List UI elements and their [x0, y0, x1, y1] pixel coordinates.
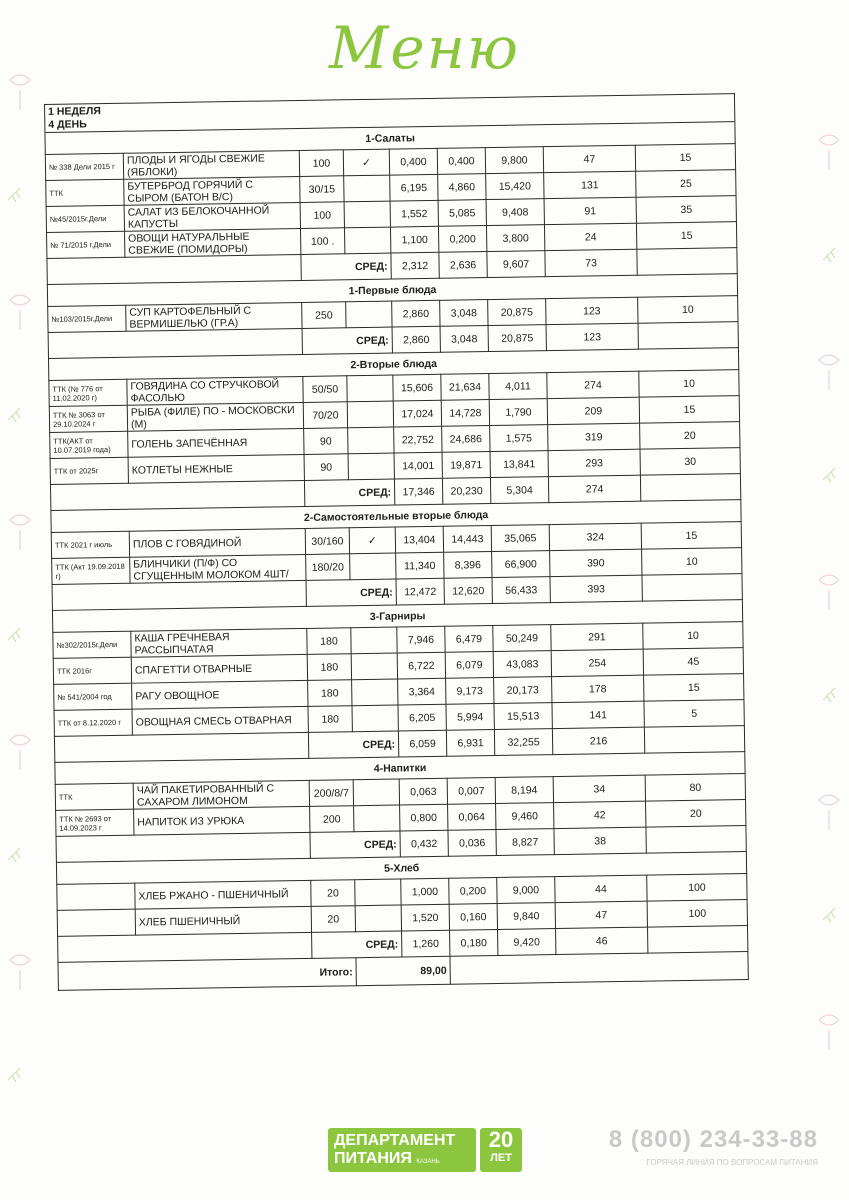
protein-value: 6,722 — [397, 652, 445, 679]
average-fat: 20,230 — [442, 478, 490, 505]
average-price-blank — [648, 926, 749, 954]
average-carbs: 32,255 — [494, 729, 552, 756]
dish-name: ОВОЩНАЯ СМЕСЬ ОТВАРНАЯ — [132, 706, 308, 735]
dish-name: РАГУ ОВОЩНОЕ — [132, 680, 308, 709]
total-value: 89,00 — [356, 956, 450, 985]
logo-anniversary-badge — [480, 1128, 522, 1172]
recipe-code: №45/2015г.Дели — [46, 205, 124, 232]
dish-name: БУТЕРБРОД ГОРЯЧИЙ С СЫРОМ (БАТОН В/С) — [124, 176, 300, 205]
dish-name: СУП КАРТОФЕЛЬНЫЙ С ВЕРМИШЕЛЬЮ (ГР.А) — [126, 302, 302, 331]
portion-weight: 30/15 — [300, 176, 344, 203]
section-title: 3-Гарниры — [52, 600, 742, 633]
average-label: СРЕД: — [310, 831, 400, 858]
protein-value: 13,404 — [395, 526, 443, 553]
fat-value: 0,007 — [447, 777, 495, 804]
average-label: СРЕД: — [301, 253, 391, 280]
price-value: 10 — [642, 548, 743, 576]
calories-value: 24 — [544, 223, 636, 250]
carbs-value: 35,065 — [491, 525, 549, 552]
fat-value: 0,400 — [437, 148, 485, 175]
average-spacer — [54, 732, 308, 762]
protein-value: 1,552 — [390, 200, 438, 227]
price-value: 15 — [635, 144, 736, 172]
protein-value: 7,946 — [397, 626, 445, 653]
protein-value: 0,800 — [400, 804, 448, 831]
portion-weight: 70/20 — [303, 402, 347, 429]
recipe-code: ТТК (№ 776 от 11.02.2020 г) — [49, 379, 127, 406]
logo-city: КАЗАНЬ — [416, 1159, 440, 1165]
portion-weight: 90 — [304, 454, 348, 481]
protein-value: 3,364 — [398, 678, 446, 705]
dish-name: САЛАТ ИЗ БЕЛОКОЧАННОЙ КАПУСТЫ — [124, 202, 300, 231]
hotline-caption: ГОРЯЧАЯ ЛИНИЯ ПО ВОПРОСАМ ПИТАНИЯ — [646, 1158, 818, 1167]
calories-value: 141 — [552, 701, 644, 728]
carbs-value: 66,900 — [492, 551, 550, 578]
dish-name: СПАГЕТТИ ОТВАРНЫЕ — [131, 654, 307, 683]
average-label: СРЕД: — [304, 479, 394, 506]
calories-value: 47 — [555, 901, 647, 928]
recipe-code: ТТК № 2693 от 14.09.2023 г — [56, 809, 134, 836]
average-protein: 6,059 — [398, 730, 446, 757]
protein-value: 1,520 — [401, 904, 449, 931]
calories-value: 209 — [547, 397, 639, 424]
fat-value: 9,173 — [446, 678, 494, 705]
logo-years: 20 — [488, 1127, 514, 1152]
dish-name: ПЛОВ С ГОВЯДИНОЙ — [129, 528, 305, 557]
average-price-blank — [637, 248, 738, 276]
recipe-code: ТТК от 2025г — [50, 457, 128, 484]
average-fat: 0,036 — [448, 829, 496, 856]
average-label: СРЕД: — [308, 731, 398, 758]
average-spacer — [48, 328, 302, 358]
recipe-code: № 541/2004 год — [54, 683, 132, 710]
average-carbs: 5,304 — [490, 477, 548, 504]
check-mark: ✓ — [349, 527, 395, 554]
average-protein: 17,346 — [394, 478, 442, 505]
calories-value: 47 — [543, 145, 635, 172]
hotline-phone[interactable]: 8 (800) 234-33-88 — [608, 1126, 818, 1153]
fat-value: 6,079 — [445, 652, 493, 679]
week-label: 1 НЕДЕЛЯ — [45, 94, 735, 119]
average-carbs: 9,607 — [487, 251, 545, 278]
protein-value: 17,024 — [393, 400, 441, 427]
portion-weight: 200/8/7 — [309, 780, 353, 807]
recipe-code: ТТК 2021 г июль — [51, 531, 129, 558]
section-title: 2-Вторые блюда — [48, 348, 738, 381]
logo-years-label: ЛЕТ — [490, 1152, 512, 1164]
portion-weight: 90 — [304, 428, 348, 455]
average-label: СРЕД: — [302, 327, 392, 354]
portion-weight: 180 — [307, 654, 351, 681]
fat-value: 4,860 — [438, 174, 486, 201]
recipe-code: №302/2015г.Дели — [53, 631, 131, 658]
recipe-code: № 71/2015 г.Дели — [47, 231, 125, 258]
fat-value: 6,479 — [445, 626, 493, 653]
carbs-value: 15,420 — [486, 173, 544, 200]
dish-name: РЫБА (ФИЛЕ) ПО - МОСКОВСКИ (М) — [127, 402, 303, 431]
check-mark — [351, 627, 397, 654]
fat-value: 0,064 — [448, 803, 496, 830]
price-value: 5 — [644, 700, 745, 728]
protein-value: 15,606 — [393, 374, 441, 401]
average-protein: 0,432 — [400, 830, 448, 857]
carbs-value: 1,575 — [490, 425, 548, 452]
recipe-code: ТТК(АКТ от 10.07.2019 года) — [50, 431, 128, 458]
average-fat: 6,931 — [446, 730, 494, 757]
price-value: 45 — [643, 648, 744, 676]
carbs-value: 9,800 — [485, 147, 543, 174]
average-spacer — [58, 932, 312, 962]
average-fat: 2,636 — [439, 252, 487, 279]
calories-value: 324 — [549, 523, 641, 550]
protein-value: 14,001 — [394, 452, 442, 479]
check-mark — [355, 905, 401, 932]
average-price-blank — [644, 726, 745, 754]
carbs-value: 15,513 — [494, 703, 552, 730]
average-protein: 2,860 — [392, 326, 440, 353]
average-carbs: 8,827 — [496, 829, 554, 856]
portion-weight: 250 — [302, 302, 346, 329]
price-value: 35 — [636, 196, 737, 224]
portion-weight: 100 — [300, 202, 344, 229]
calories-value: 390 — [550, 549, 642, 576]
price-value: 15 — [644, 674, 745, 702]
dish-name: ГОЛЕНЬ ЗАПЕЧЁННАЯ — [128, 428, 304, 457]
fat-value: 19,871 — [442, 452, 490, 479]
carbs-value: 9,408 — [486, 199, 544, 226]
price-value: 10 — [638, 296, 739, 324]
carbs-value: 3,800 — [486, 225, 544, 252]
recipe-code — [57, 909, 135, 936]
dish-name: ЧАЙ ПАКЕТИРОВАННЫЙ С САХАРОМ ЛИМОНОМ — [133, 780, 309, 809]
fat-value: 21,634 — [441, 374, 489, 401]
protein-value: 6,205 — [398, 704, 446, 731]
calories-value: 319 — [548, 423, 640, 450]
check-mark — [347, 401, 393, 428]
average-label: СРЕД: — [312, 931, 402, 958]
dish-name: ПЛОДЫ И ЯГОДЫ СВЕЖИЕ (ЯБЛОКИ) — [123, 150, 299, 179]
average-calories: 393 — [550, 575, 642, 602]
section-title: 1-Салаты — [45, 122, 735, 155]
average-calories: 123 — [546, 323, 638, 350]
protein-value: 2,860 — [392, 300, 440, 327]
carbs-value: 20,173 — [494, 677, 552, 704]
check-mark — [352, 679, 398, 706]
fat-value: 5,994 — [446, 704, 494, 731]
calories-value: 291 — [551, 623, 643, 650]
check-mark — [352, 705, 398, 732]
fat-value: 14,443 — [443, 526, 491, 553]
portion-weight: 180 — [308, 706, 352, 733]
average-price-blank — [646, 826, 747, 854]
average-protein: 2,312 — [391, 252, 439, 279]
logo-text-block — [328, 1128, 476, 1172]
price-value: 80 — [645, 774, 746, 802]
calories-value: 42 — [554, 801, 646, 828]
average-spacer — [52, 580, 306, 610]
portion-weight: 100 . — [300, 228, 344, 255]
average-fat: 0,180 — [450, 929, 498, 956]
average-calories: 38 — [554, 827, 646, 854]
average-spacer — [56, 832, 310, 862]
check-mark — [353, 779, 399, 806]
recipe-code: ТТК (Акт 19.09.2018 г) — [52, 557, 130, 584]
dish-name: КОТЛЕТЫ НЕЖНЫЕ — [128, 454, 304, 483]
price-value: 15 — [639, 396, 740, 424]
dish-name: ХЛЕБ РЖАНО - ПШЕНИЧНЫЙ — [135, 880, 311, 909]
average-fat: 3,048 — [440, 326, 488, 353]
average-protein: 1,260 — [402, 930, 450, 957]
section-title: 4-Напитки — [55, 752, 745, 785]
recipe-code: ТТК — [46, 179, 124, 206]
recipe-code: № 338 Дели 2015 г — [45, 153, 123, 180]
average-carbs: 56,433 — [492, 577, 550, 604]
average-fat: 12,620 — [444, 578, 492, 605]
check-mark: ✓ — [343, 149, 389, 176]
fat-value: 0,200 — [438, 226, 486, 253]
dish-name: КАША ГРЕЧНЕВАЯ РАССЫПЧАТАЯ — [131, 628, 307, 657]
price-value: 15 — [641, 522, 742, 550]
total-spacer — [450, 952, 749, 985]
portion-weight: 100 — [299, 150, 343, 177]
calories-value: 44 — [555, 875, 647, 902]
fat-value: 3,048 — [440, 300, 488, 327]
protein-value: 1,100 — [390, 226, 438, 253]
recipe-code: ТТК — [55, 783, 133, 810]
page-title: Меню — [329, 14, 520, 82]
carbs-value: 4,011 — [489, 373, 547, 400]
check-mark — [354, 805, 400, 832]
average-spacer — [47, 254, 301, 284]
fat-value: 14,728 — [441, 400, 489, 427]
check-mark — [351, 653, 397, 680]
calories-value: 91 — [544, 197, 636, 224]
average-calories: 73 — [545, 249, 637, 276]
total-label: Итого: — [58, 958, 356, 991]
calories-value: 34 — [553, 775, 645, 802]
calories-value: 293 — [548, 449, 640, 476]
average-price-blank — [640, 474, 741, 502]
recipe-code — [57, 883, 135, 910]
check-mark — [355, 879, 401, 906]
price-value: 20 — [640, 422, 741, 450]
right-border-decoration — [809, 0, 849, 1200]
fat-value: 0,160 — [449, 903, 497, 930]
carbs-value: 13,841 — [490, 451, 548, 478]
dish-name: НАПИТОК ИЗ УРЮКА — [134, 806, 310, 835]
menu-table — [44, 93, 749, 991]
price-value: 25 — [636, 170, 737, 198]
price-value: 20 — [646, 800, 747, 828]
check-mark — [347, 375, 393, 402]
recipe-code: ТТК 2016г — [53, 657, 131, 684]
portion-weight: 50/50 — [303, 376, 347, 403]
section-title: 1-Первые блюда — [47, 274, 737, 307]
dish-name: БЛИНЧИКИ (П/Ф) СО СГУЩЕННЫМ МОЛОКОМ 4ШТ/ — [130, 554, 306, 583]
carbs-value: 43,083 — [493, 651, 551, 678]
check-mark — [344, 201, 390, 228]
carbs-value: 9,460 — [496, 803, 554, 830]
calories-value: 178 — [552, 675, 644, 702]
price-value: 100 — [647, 900, 748, 928]
check-mark — [348, 453, 394, 480]
recipe-code: ТТК от 8.12.2020 г — [54, 709, 132, 736]
average-label: СРЕД: — [306, 579, 396, 606]
calories-value: 131 — [544, 171, 636, 198]
protein-value: 0,400 — [389, 148, 437, 175]
check-mark — [344, 175, 390, 202]
recipe-code: №103/2015г.Дели — [48, 305, 126, 332]
protein-value: 1,000 — [401, 878, 449, 905]
average-calories: 216 — [552, 727, 644, 754]
check-mark — [350, 553, 396, 580]
protein-value: 0,063 — [399, 778, 447, 805]
department-logo — [328, 1128, 522, 1172]
calories-value: 123 — [546, 297, 638, 324]
day-label: 4 ДЕНЬ — [45, 108, 735, 133]
average-protein: 12,472 — [396, 578, 444, 605]
portion-weight: 180 — [307, 628, 351, 655]
menu-sheet — [44, 93, 748, 991]
dish-name: ГОВЯДИНА СО СТРУЧКОВОЙ ФАСОЛЬЮ — [127, 376, 303, 405]
portion-weight: 180/20 — [306, 554, 350, 581]
portion-weight: 20 — [311, 906, 355, 933]
price-value: 10 — [639, 370, 740, 398]
portion-weight: 30/160 — [305, 528, 349, 555]
protein-value: 11,340 — [396, 552, 444, 579]
fat-value: 0,200 — [449, 877, 497, 904]
carbs-value: 1,790 — [489, 399, 547, 426]
portion-weight: 20 — [311, 880, 355, 907]
portion-weight: 180 — [308, 680, 352, 707]
dish-name: ХЛЕБ ПШЕНИЧНЫЙ — [135, 906, 311, 935]
average-carbs: 9,420 — [498, 929, 556, 956]
carbs-value: 50,249 — [493, 625, 551, 652]
carbs-value: 9,000 — [497, 877, 555, 904]
protein-value: 22,752 — [394, 426, 442, 453]
section-title: 5-Хлеб — [56, 852, 746, 885]
price-value: 15 — [636, 222, 737, 250]
portion-weight: 200 — [310, 806, 354, 833]
left-border-decoration — [0, 0, 40, 1200]
fat-value: 24,686 — [442, 426, 490, 453]
protein-value: 6,195 — [390, 174, 438, 201]
average-spacer — [50, 480, 304, 510]
average-price-blank — [638, 322, 739, 350]
section-title: 2-Самостоятельные вторые блюда — [51, 500, 741, 533]
check-mark — [348, 427, 394, 454]
price-value: 100 — [647, 874, 748, 902]
carbs-value: 20,875 — [488, 299, 546, 326]
average-calories: 274 — [548, 475, 640, 502]
dish-name: ОВОЩИ НАТУРАЛЬНЫЕ СВЕЖИЕ (ПОМИДОРЫ) — [125, 228, 301, 257]
recipe-code: ТТК № 3063 от 29.10.2024 г — [49, 405, 127, 432]
average-price-blank — [642, 574, 743, 602]
logo-line-1: ДЕПАРТАМЕНТ — [334, 1132, 456, 1149]
check-mark — [344, 227, 390, 254]
calories-value: 254 — [551, 649, 643, 676]
logo-line-2: ПИТАНИЯ КАЗАНЬ — [334, 1150, 440, 1167]
calories-value: 274 — [547, 371, 639, 398]
carbs-value: 9,840 — [497, 903, 555, 930]
price-value: 10 — [643, 622, 744, 650]
carbs-value: 8,194 — [495, 777, 553, 804]
average-calories: 46 — [556, 927, 648, 954]
average-carbs: 20,875 — [488, 325, 546, 352]
fat-value: 5,085 — [438, 200, 486, 227]
fat-value: 8,396 — [444, 552, 492, 579]
check-mark — [346, 301, 392, 328]
price-value: 30 — [640, 448, 741, 476]
